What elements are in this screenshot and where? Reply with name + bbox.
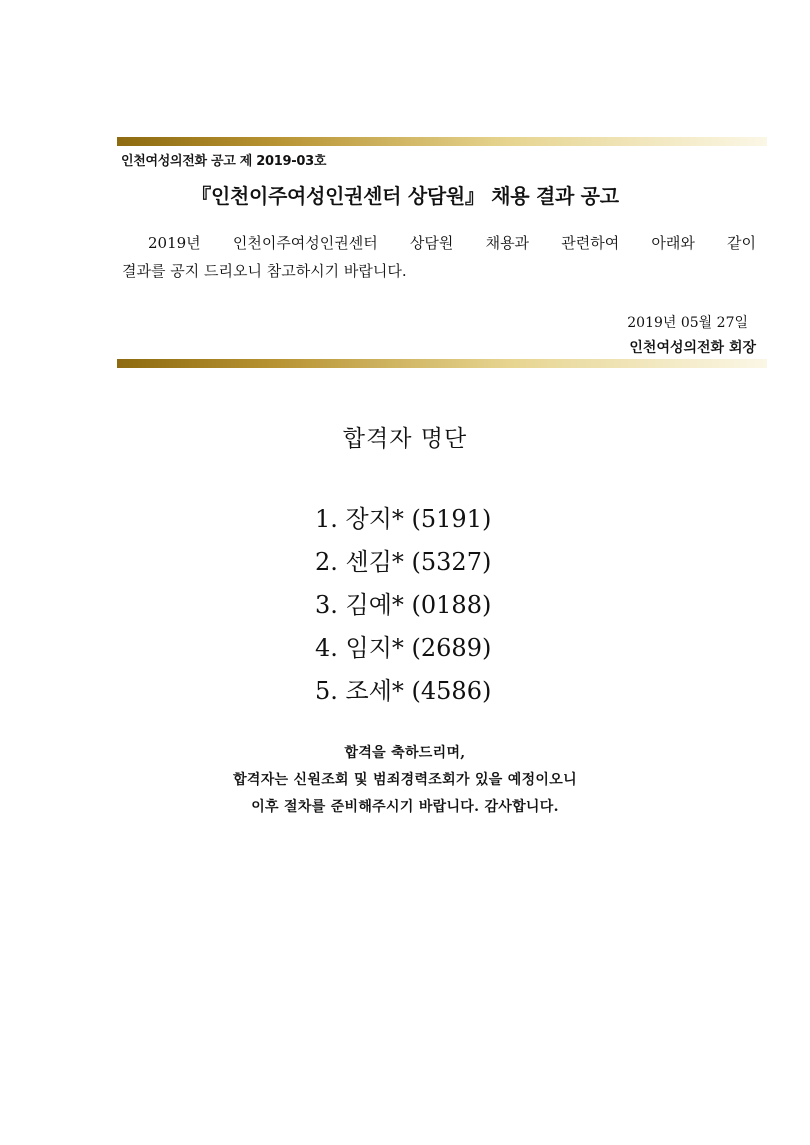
closing-line-3: 이후 절차를 준비해주시기 바랍니다. 감사합니다. [251, 799, 559, 815]
notice-title: 『인천이주여성인권센터 상담원』 채용 결과 공고 [191, 184, 619, 208]
notice-number: 인천여성의전화 공고 제 2019-03호 [121, 154, 327, 169]
closing-line-2: 합격자는 신원조회 및 범죄경력조회가 있을 예정이오니 [233, 772, 577, 788]
notice-body [122, 229, 756, 285]
candidate-list-item: 3. 김예* (0188) [315, 591, 492, 619]
candidate-list-heading: 합격자 명단 [342, 426, 468, 452]
notice-signature: 인천여성의전화 회장 [629, 340, 756, 356]
notice-body-line-2: 결과를 공지 드리오니 참고하시기 바랍니다. [122, 262, 407, 280]
decorative-gold-bar-bottom [117, 359, 767, 368]
candidate-list [315, 498, 491, 713]
candidate-list-item: 1. 장지* (5191) [315, 505, 492, 533]
decorative-gold-bar-top [117, 137, 767, 146]
closing-message [0, 740, 810, 821]
candidate-list-item: 4. 임지* (2689) [315, 634, 492, 662]
notice-body-line-1: 2019년 인천이주여성인권센터 상담원 채용과 관련하여 아래와 같이 [148, 234, 756, 252]
notice-date: 2019년 05월 27일 [627, 315, 748, 331]
closing-line-1: 합격을 축하드리며, [344, 745, 466, 761]
candidate-list-item: 5. 조세* (4586) [315, 677, 492, 705]
candidate-list-item: 2. 센김* (5327) [315, 548, 492, 576]
